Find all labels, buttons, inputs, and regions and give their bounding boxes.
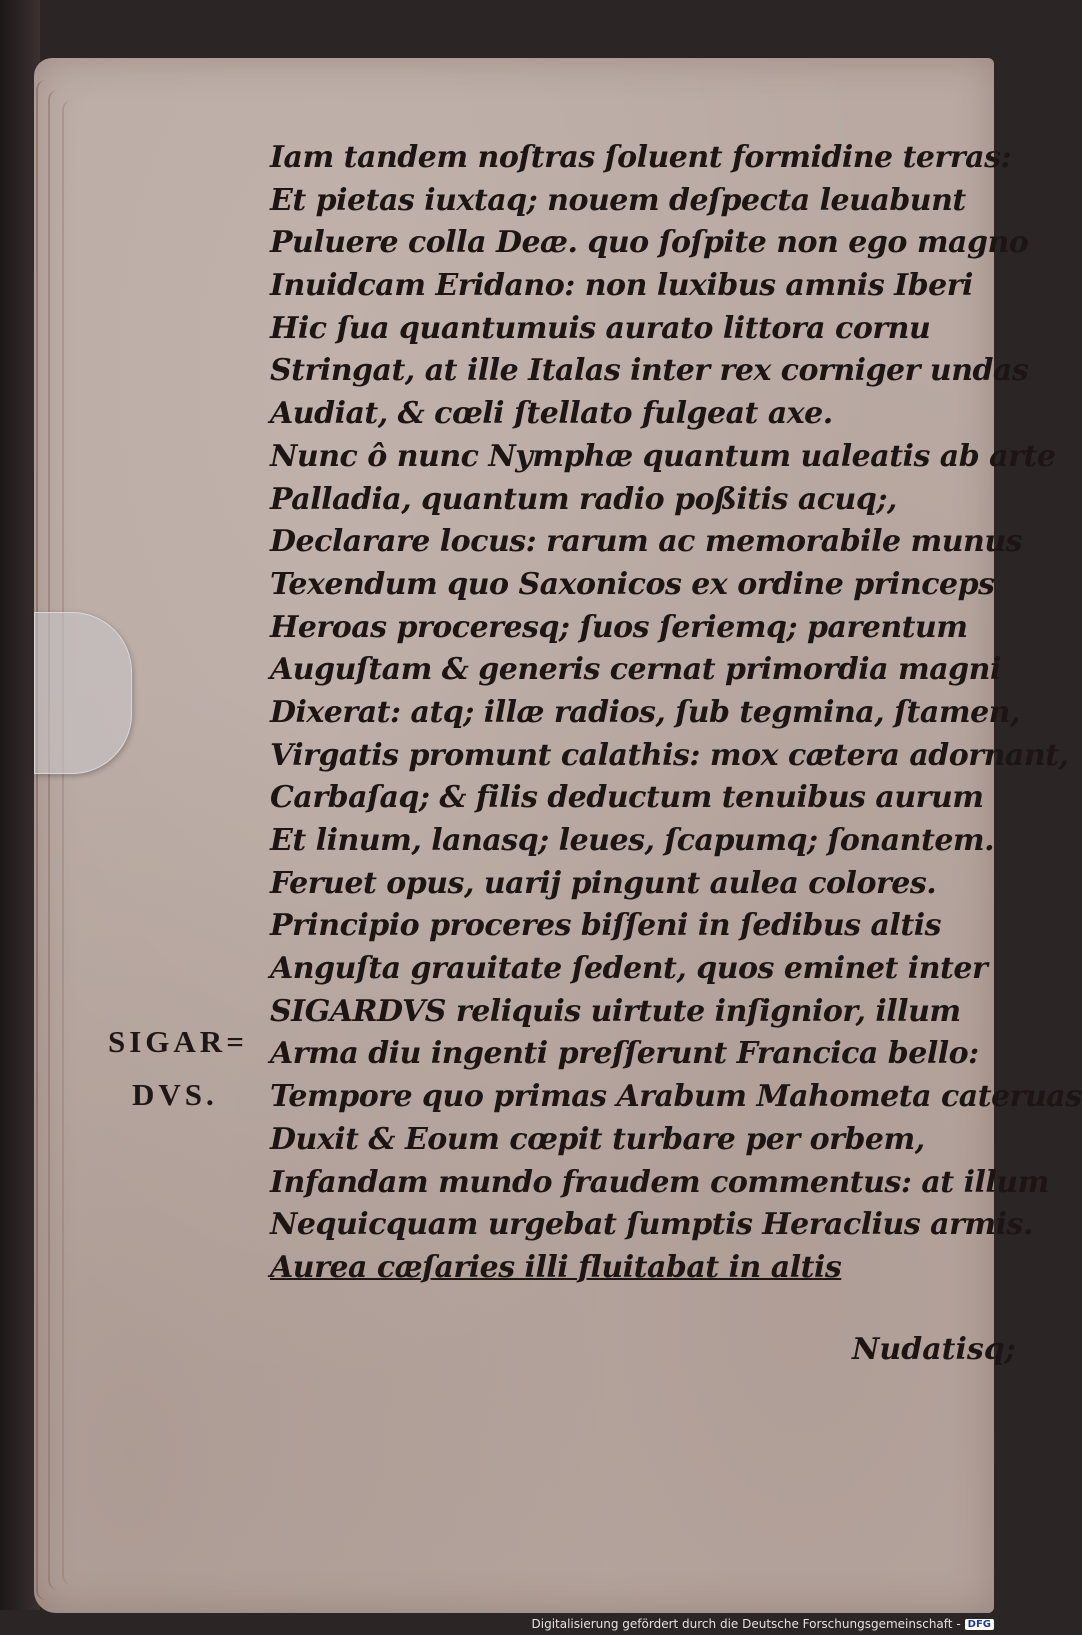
text-line: Tempore quo primas Arabum Mahometa cateruas <box>270 1079 1082 1115</box>
text-line: Texendum quo Saxonicos ex ordine princeps <box>270 566 995 602</box>
text-line: Declarare locus: rarum ac memorabile munus <box>270 524 1023 560</box>
catchword: Nudatisq; <box>852 1332 1016 1367</box>
text-line: Principio proceres biſſeni in ſedibus altis <box>270 908 941 944</box>
footer-text: Digitalisierung gefördert durch die Deutsche Forschungsgemeinschaft - <box>531 1617 961 1631</box>
text-line: Puluere colla Deæ. quo ſoſpite non ego magno <box>270 225 1029 261</box>
text-line: Palladia, quantum radio poßitis acuq;, <box>270 481 897 517</box>
text-line: Carbaſaq; & filis deductum tenuibus aurum <box>270 780 984 816</box>
text-line: Nunc ô nunc Nymphæ quantum ualeatis ab arte <box>270 438 1056 474</box>
text-line: Duxit & Eoum cœpit turbare per orbem, <box>270 1121 925 1157</box>
text-line: Stringat, at ille Italas inter rex corniger undas <box>270 353 1029 389</box>
page-edge <box>62 100 82 1585</box>
text-line: Heroas proceresq; ſuos ſeriemq; parentum <box>270 609 968 645</box>
text-line: Anguſta grauitate ſedent, quos eminet inter <box>270 951 988 987</box>
text-line: Audiat, & cœli ſtellato fulgeat axe. <box>270 396 833 432</box>
marginal-note-line1: SIGAR= <box>108 1024 248 1059</box>
text-line: Virgatis promunt calathis: mox cætera adornant, <box>270 737 1069 773</box>
text-line: Inuidcam Eridano: non luxibus amnis Iberi <box>270 268 973 304</box>
page-clip <box>34 612 132 774</box>
text-line: Dixerat: atq; illæ radios, ſub tegmina, ſtamen, <box>270 694 1020 730</box>
poem-text <box>270 137 1082 1290</box>
footer <box>532 1617 995 1631</box>
text-line: Feruet opus, uarij pingunt aulea colores. <box>270 865 937 901</box>
text-line: Et linum, lanasq; leues, ſcapumq; ſonantem. <box>270 823 995 858</box>
text-line: Infandam mundo fraudem commentus: at illum <box>270 1164 1049 1200</box>
text-line: Nequicquam urgebat ſumptis Heraclius armis. <box>270 1207 1033 1243</box>
text-line: Iam tandem noſtras ſoluent formidine terras: <box>270 140 1012 175</box>
marginal-note-line2: DVS. <box>132 1077 218 1112</box>
text-line: Aurea cæſaries illi fluitabat in altis <box>270 1249 842 1285</box>
text-line: Arma diu ingenti preſſerunt Francica bello: <box>270 1036 979 1072</box>
dfg-logo: DFG <box>965 1619 994 1630</box>
text-line: Et pietas iuxtaq; nouem deſpecta leuabunt <box>270 182 966 218</box>
text-line: SIGARDVS reliquis uirtute inſignior, illum <box>270 993 961 1029</box>
text-line: Auguſtam & generis cernat primordia magni <box>270 652 1001 688</box>
text-line: Hic ſua quantumuis aurato littora cornu <box>270 310 931 346</box>
